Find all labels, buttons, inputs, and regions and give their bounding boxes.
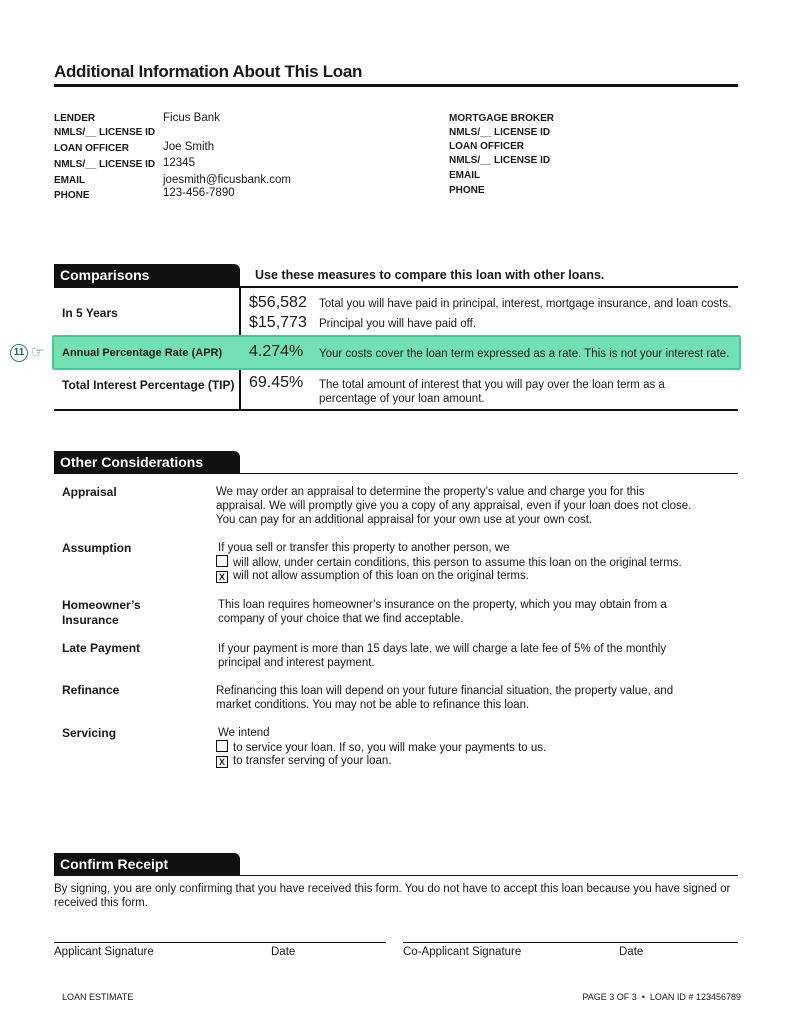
email-value: joesmith@ficusbank.com [163,174,291,186]
coapplicant-date-label: Date [619,946,644,958]
apr-desc: Your costs cover the loan term expressed as a rate. This is not your interest rate. [319,348,730,360]
applicant-signature-line[interactable] [54,942,386,943]
lender-label: LENDER [54,113,96,124]
footer-left: LOAN ESTIMATE [62,992,134,1002]
apr-value: 4.274% [249,343,304,360]
servicing-transfer-text: to transfer serving of your loan. [233,755,392,767]
assumption-option-not-allow[interactable] [216,569,529,583]
appraisal-label: Appraisal [62,485,117,499]
late-payment-line-2: principal and interest payment. [218,657,375,669]
comparisons-top-rule [54,286,738,288]
loan-officer-label: LOAN OFFICER [54,143,129,154]
assumption-option-allow[interactable] [216,555,682,570]
in5-total-desc: Total you will have paid in principal, interest, mortgage insurance, and loan costs. [319,298,732,310]
other-considerations-tab: Other Considerations [54,451,240,473]
pointing-hand-icon: ☞ [31,344,45,361]
servicing-service-checkbox[interactable] [216,740,228,752]
appraisal-line-3: You can pay for an additional appraisal for your own use at your own cost. [216,514,593,526]
assumption-allow-text: will allow, under certain conditions, this person to assume this loan on the original terms. [233,557,682,569]
homeowners-line-2: company of your choice that we find acceptable. [218,613,464,625]
comparisons-heading: Use these measures to compare this loan with other loans. [255,268,605,282]
late-payment-line-1: If your payment is more than 15 days late, we will charge a late fee of 5% of the monthly [218,643,667,655]
servicing-label: Servicing [62,726,117,740]
loan-officer-value: Joe Smith [163,141,215,153]
apr-label: Annual Percentage Rate (APR) [62,347,223,359]
tip-desc-1: The total amount of interest that you will pay over the loan term as a [319,379,665,391]
servicing-transfer-checkbox[interactable]: X [216,756,228,768]
broker-officer-label: LOAN OFFICER [449,141,524,152]
lender-value: Ficus Bank [163,112,220,124]
tip-label: Total Interest Percentage (TIP) [62,378,235,392]
broker-email-label: EMAIL [449,170,481,181]
tip-desc-2: percentage of your loan amount. [319,393,485,405]
late-payment-label: Late Payment [62,641,141,655]
coapplicant-signature-line[interactable] [403,942,738,943]
homeowners-label-1: Homeowner’s [62,598,141,612]
assumption-label: Assumption [62,541,132,555]
homeowners-line-1: This loan requires homeowner’s insurance on the property, which you may obtain from a [218,599,667,611]
confirm-receipt-tab: Confirm Receipt [54,853,240,875]
in5-principal-value: $15,773 [249,314,307,331]
broker-nmls-label: NMLS/__ LICENSE ID [449,127,551,138]
tip-value: 69.45% [249,374,304,391]
broker-label: MORTGAGE BROKER [449,113,554,124]
title-rule [54,84,738,87]
comparisons-bottom-rule [54,409,738,411]
email-label: EMAIL [54,175,86,186]
footer-right: PAGE 3 OF 3 • LOAN ID # 123456789 [582,992,741,1002]
in5-principal-desc: Principal you will have paid off. [319,318,477,330]
confirm-text-2: received this form. [54,897,148,909]
servicing-intro: We intend [218,727,270,739]
assumption-not-allow-text: will not allow assumption of this loan on the original terms. [233,570,529,582]
comparisons-tab: Comparisons [54,264,240,286]
homeowners-label-2: Insurance [62,613,119,627]
applicant-signature-label: Applicant Signature [54,946,154,958]
applicant-date-label: Date [271,946,296,958]
other-considerations-rule [54,473,738,474]
phone-label: PHONE [54,190,90,201]
refinance-line-2: market conditions. You may not be able to refinance this loan. [216,699,530,711]
servicing-option-transfer[interactable] [216,754,392,768]
annotation-badge: 11 [10,344,28,362]
coapplicant-signature-label: Co-Applicant Signature [403,946,522,958]
officer-nmls-value: 12345 [163,157,195,169]
confirm-text-1: By signing, you are only confirming that you have received this form. You do not have to accept this loan because you have signed or [54,883,731,895]
confirm-receipt-rule [54,875,738,876]
broker-officer-nmls-label: NMLS/__ LICENSE ID [449,155,551,166]
in5-label: In 5 Years [62,306,118,320]
page-title: Additional Information About This Loan [54,62,363,81]
broker-phone-label: PHONE [449,185,485,196]
servicing-service-text: to service your loan. If so, you will make your payments to us. [233,742,547,754]
assumption-intro: If youa sell or transfer this property to another person, we [218,542,510,554]
assumption-allow-checkbox[interactable] [216,555,228,567]
appraisal-line-1: We may order an appraisal to determine the property’s value and charge you for this [216,486,645,498]
refinance-label: Refinance [62,683,120,697]
appraisal-line-2: appraisal. We will promptly give you a copy of any appraisal, even if your loan does not close. [216,500,692,512]
servicing-option-service[interactable] [216,740,546,755]
in5-total-value: $56,582 [249,294,307,311]
lender-nmls-label: NMLS/__ LICENSE ID [54,127,156,138]
phone-value: 123-456-7890 [163,187,235,199]
refinance-line-1: Refinancing this loan will depend on your future financial situation, the property value, and [216,685,674,697]
assumption-not-allow-checkbox[interactable]: X [216,571,228,583]
officer-nmls-label: NMLS/__ LICENSE ID [54,159,156,170]
